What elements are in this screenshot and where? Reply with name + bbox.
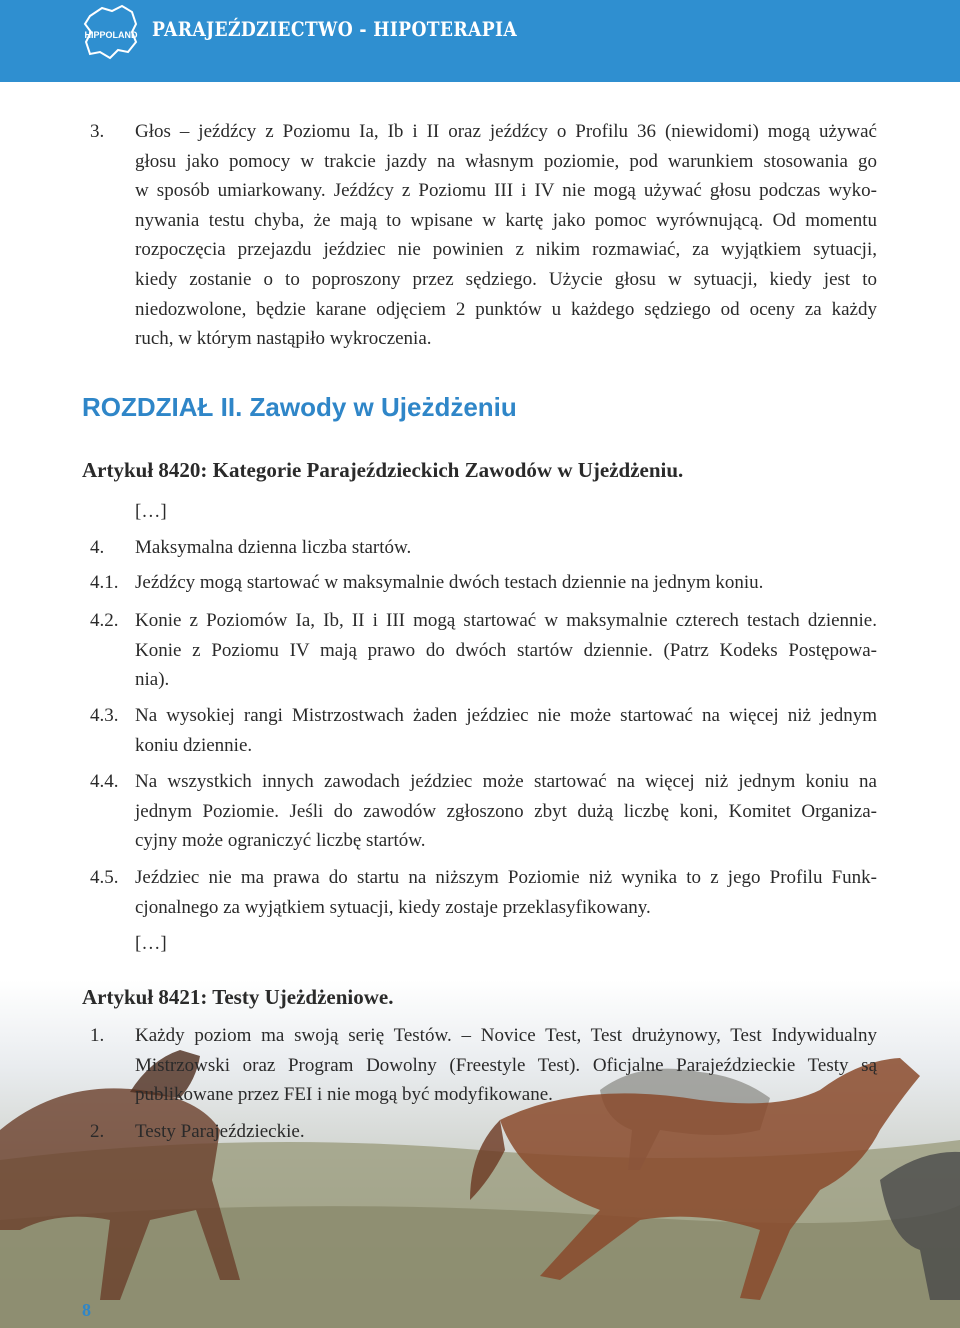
item-text bbox=[135, 1117, 877, 1147]
intro-line: ruch, w którym nastąpiło wykroczenia. bbox=[135, 328, 432, 350]
chapter-heading: ROZDZIAŁ II. Zawody w Ujeżdżeniu bbox=[82, 392, 517, 422]
item-line: Każdy poziom ma swoją serię Testów. – Novice Test, Test drużynowy, Test Indywidualny bbox=[135, 1025, 877, 1046]
intro-line: nywania testu chyba, że mają to wpisane w kartę jako pomoc wyrównującą. Od momentu bbox=[135, 209, 877, 231]
item-text bbox=[135, 606, 877, 695]
item-number: 1. bbox=[90, 1025, 105, 1046]
article-8421-title: Artykuł 8421: Testy Ujeżdżeniowe. bbox=[82, 985, 394, 1009]
item-number: 2. bbox=[90, 1121, 105, 1142]
item-line: cjonalnego za wyjątkiem sytuacji, kiedy zostaje przeklasyfikowany. bbox=[135, 896, 651, 918]
intro-line: Głos – jeźdźcy z Poziomu Ia, Ib i II oraz jeźdźcy o Profilu 36 (niewidomi) mogą używać bbox=[135, 121, 877, 142]
item-text bbox=[135, 533, 877, 563]
item-number: 4.2. bbox=[90, 610, 119, 631]
item-line: publikowane przez FEI i nie mogą być modyfikowane. bbox=[135, 1084, 553, 1106]
item-line: Konie z Poziomów Ia, Ib, II i III mogą startować w maksymalnie czterech testach dziennie. bbox=[135, 610, 877, 631]
item-line: Jeździec nie ma prawa do startu na niższym Poziomie niż wynika to z jego Profilu Funk- bbox=[135, 867, 877, 888]
item-line: koniu dziennie. bbox=[135, 734, 253, 756]
item-line: Na wysokiej rangi Mistrzostwach żaden jeździec nie może startować na więcej niż jednym bbox=[135, 705, 877, 726]
hippoland-logo bbox=[82, 2, 140, 62]
ellipsis-top: […] bbox=[135, 501, 167, 522]
intro-line: w sposób umiarkowany. Jeźdźcy z Poziomu III i IV nie mogą używać głosu podczas wyko- bbox=[135, 180, 877, 202]
item-line: nia). bbox=[135, 669, 170, 691]
intro-line: rozpoczęcia przejazdu jeździec nie powinien z nikim rozmawiać, za wyjątkiem sytuacji, bbox=[135, 239, 877, 261]
intro-paragraph bbox=[135, 117, 877, 354]
page-header bbox=[0, 0, 960, 82]
page-number: 8 bbox=[82, 1300, 91, 1320]
item-text bbox=[135, 1021, 877, 1110]
intro-line: kiedy zostanie o to poproszony przez sędziego. Użycie głosu w sytuacji, kiedy jest to bbox=[135, 268, 877, 290]
item-text bbox=[135, 767, 877, 856]
item-line: Jeźdźcy mogą startować w maksymalnie dwóch testach dziennie na jednym koniu. bbox=[135, 572, 764, 593]
item-text bbox=[135, 701, 877, 760]
intro-number: 3. bbox=[90, 121, 105, 142]
article-8420-title: Artykuł 8420: Kategorie Parajeździeckich Zawodów w Ujeżdżeniu. bbox=[82, 458, 684, 482]
ellipsis-bottom: […] bbox=[135, 933, 167, 954]
item-number: 4.4. bbox=[90, 771, 119, 792]
item-line: Mistrzowski oraz Program Dowolny (Freestyle Test). Oficjalne Parajeździeckie Testy są bbox=[135, 1054, 877, 1076]
item-line: Maksymalna dzienna liczba startów. bbox=[135, 537, 412, 558]
item-line: Na wszystkich innych zawodach jeździec może startować na więcej niż jednym koniu na bbox=[135, 771, 877, 792]
header-title: PARAJEŹDZIECTWO - HIPOTERAPIA bbox=[152, 17, 518, 41]
logo-text: HIPPOLAND bbox=[84, 30, 138, 40]
item-text bbox=[135, 863, 877, 922]
intro-line: głosu jako pomocy w trakcie jazdy na własnym poziomie, pod warunkiem stosowania go bbox=[135, 150, 877, 172]
item-line: Testy Parajeździeckie. bbox=[135, 1121, 305, 1142]
item-number: 4. bbox=[90, 537, 105, 558]
item-number: 4.5. bbox=[90, 867, 119, 888]
item-number: 4.1. bbox=[90, 572, 119, 593]
item-number: 4.3. bbox=[90, 705, 119, 726]
intro-line: niedozwolone, będzie karane odjęciem 2 punktów u każdego sędziego od oceny za każdy bbox=[135, 298, 877, 320]
item-line: Konie z Poziomu IV mają prawo do dwóch startów dziennie. (Patrz Kodeks Postępowa- bbox=[135, 639, 877, 661]
item-text bbox=[135, 568, 877, 598]
item-line: jednym Poziomie. Jeśli do zawodów zgłoszono zbyt dużą liczbę koni, Komitet Organiza- bbox=[135, 800, 877, 822]
item-line: cyjny może ograniczyć liczbę startów. bbox=[135, 830, 426, 852]
